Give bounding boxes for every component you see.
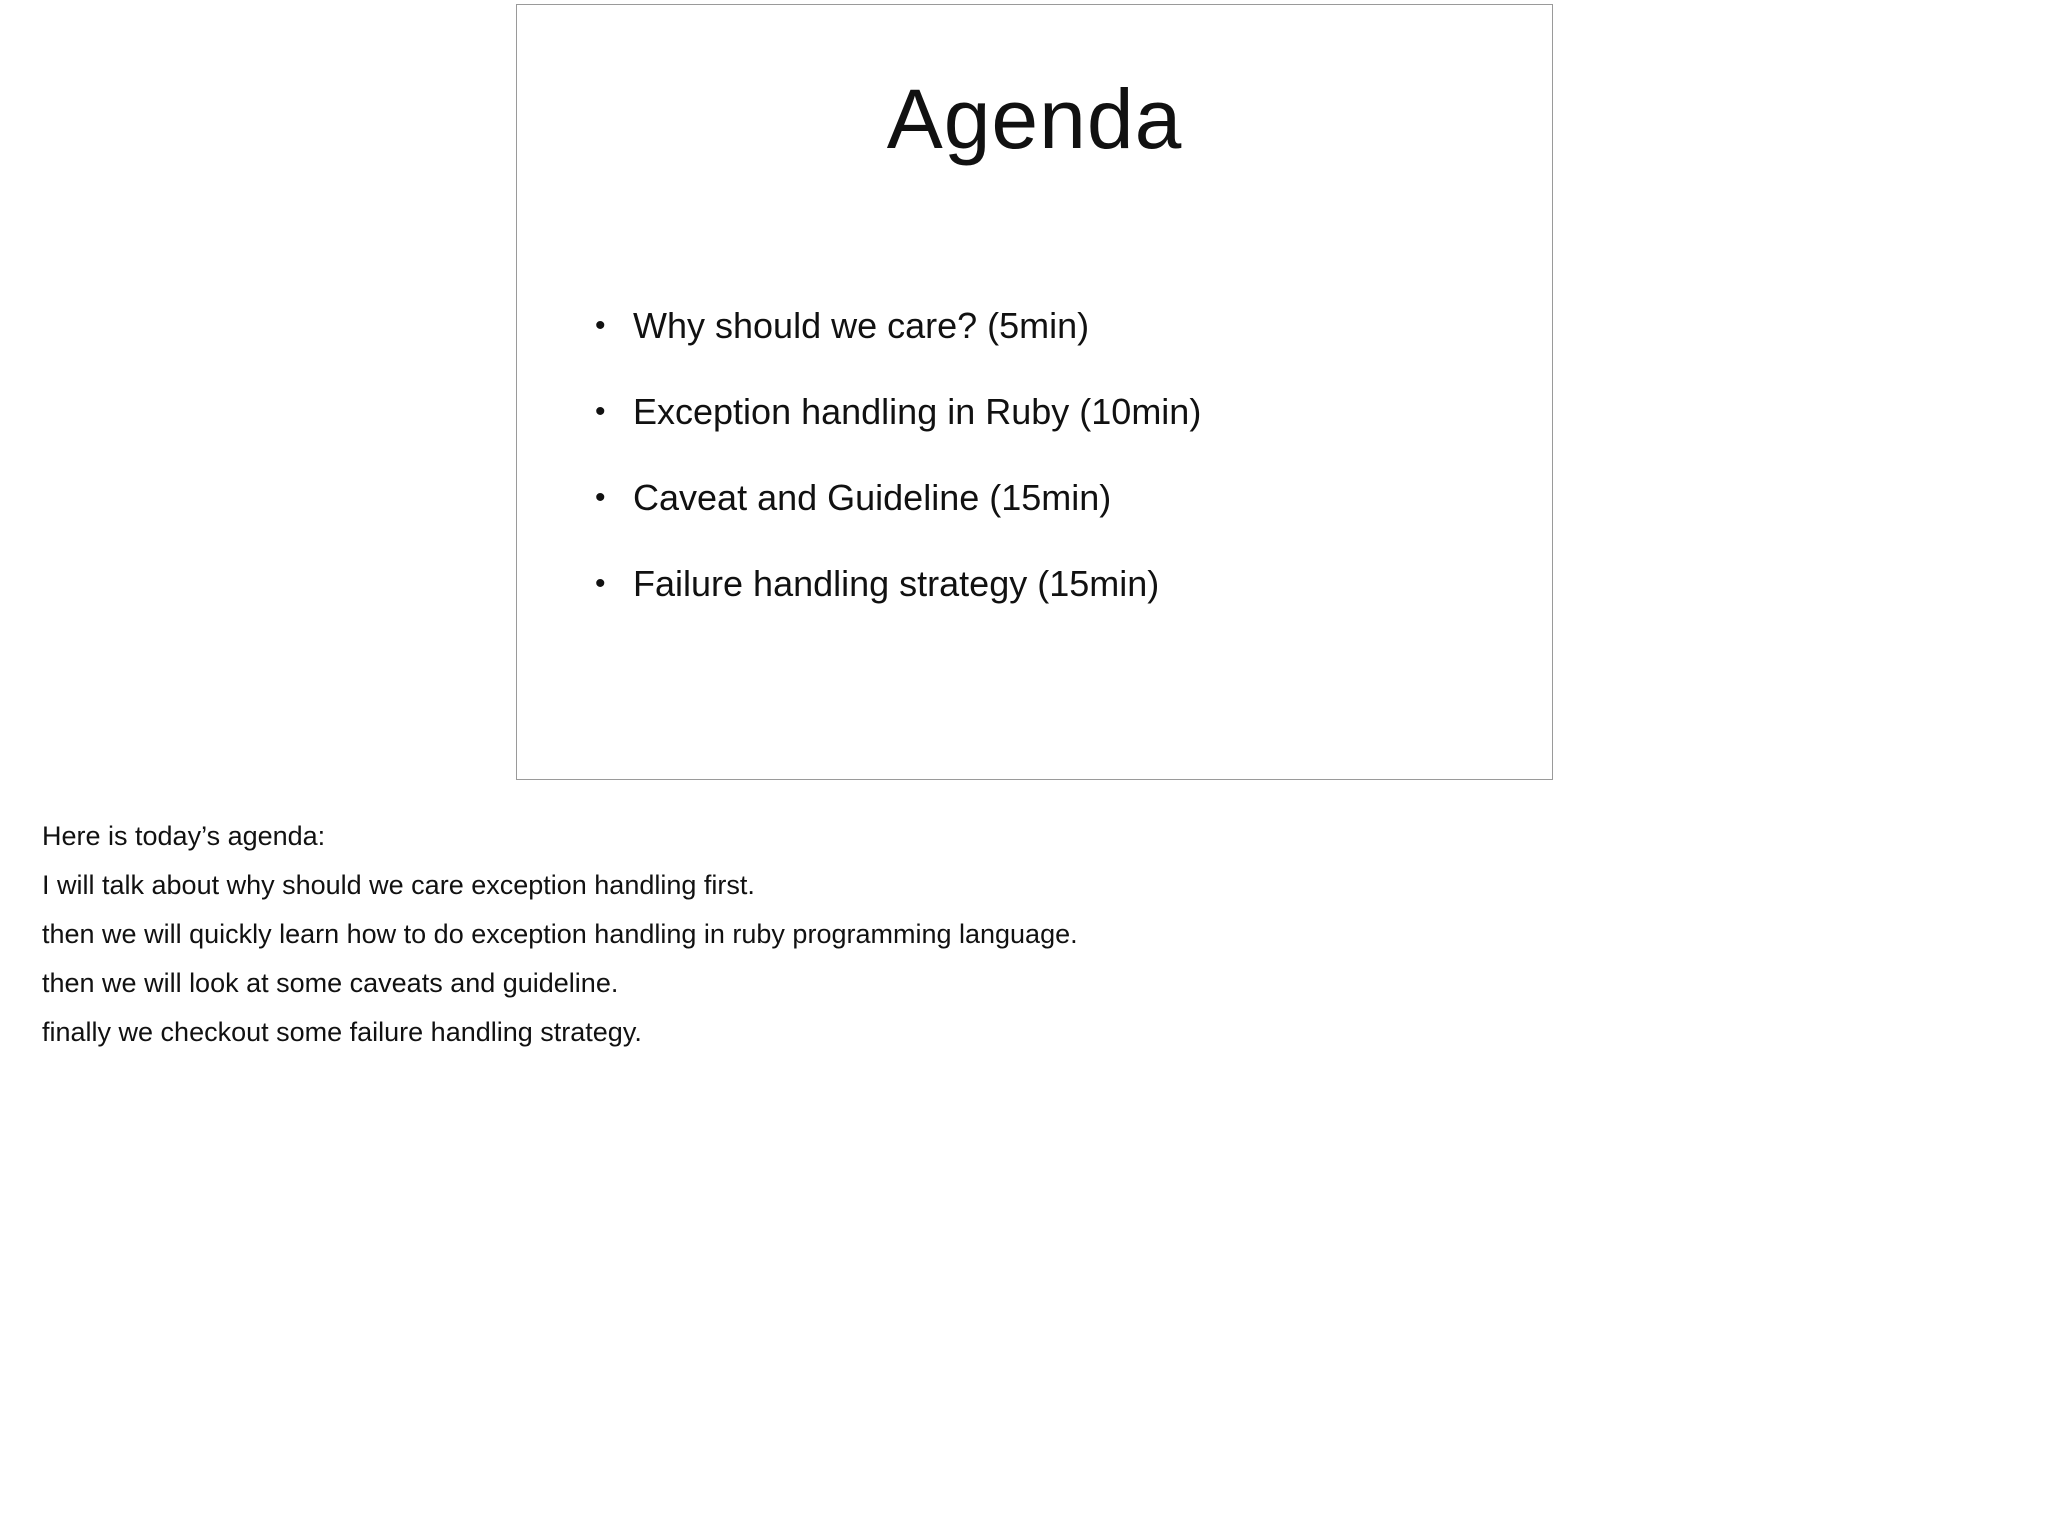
agenda-item: [595, 369, 1201, 455]
bullet-icon: •: [595, 309, 606, 342]
agenda-list: [595, 283, 1201, 627]
speaker-note-line: finally we checkout some failure handling strategy.: [42, 1017, 642, 1047]
speaker-note-line: I will talk about why should we care exception handling first.: [42, 870, 755, 900]
bullet-icon: •: [595, 481, 606, 514]
speaker-notes: [42, 812, 1942, 1057]
agenda-item: [595, 541, 1201, 627]
agenda-item-label: Failure handling strategy (15min): [633, 563, 1160, 604]
bullet-icon: •: [595, 567, 606, 600]
agenda-item: [595, 283, 1201, 369]
agenda-item-label: Why should we care? (5min): [633, 305, 1090, 346]
agenda-item-label: Caveat and Guideline (15min): [633, 477, 1112, 518]
slide-title: Agenda: [886, 72, 1183, 166]
speaker-note-line: then we will look at some caveats and guideline.: [42, 968, 619, 998]
speaker-note-line: then we will quickly learn how to do exception handling in ruby programming language.: [42, 919, 1078, 949]
speaker-note-line: Here is today’s agenda:: [42, 821, 326, 851]
agenda-item-label: Exception handling in Ruby (10min): [633, 391, 1202, 432]
agenda-item: [595, 455, 1201, 541]
slide: [516, 4, 1553, 780]
bullet-icon: •: [595, 395, 606, 428]
